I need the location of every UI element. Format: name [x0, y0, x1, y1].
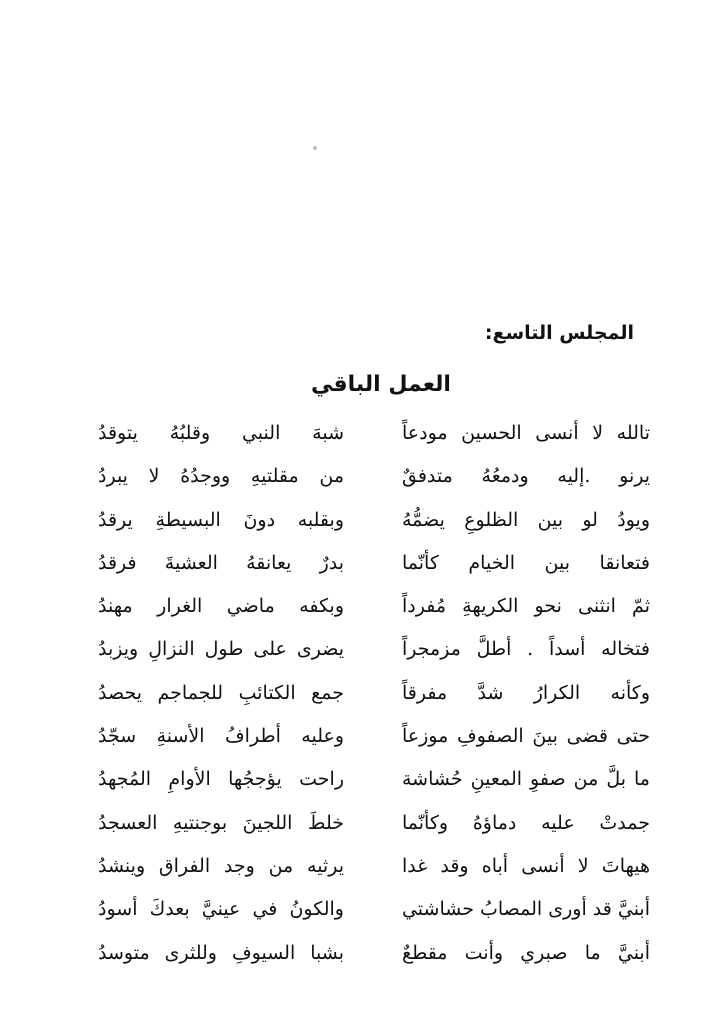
verse-line — [0, 762, 722, 805]
poem-title: العمل الباقي — [311, 372, 451, 397]
verse-line — [0, 416, 722, 459]
verse-second-hemistich: وبقلبه دونَ البسيطةِ يرقدُ — [98, 508, 344, 531]
verse-first-hemistich: أبنيَّ قد أورى المصابُ حشاشتي — [401, 898, 650, 921]
verse-first-hemistich: فتعانقا بين الخيام كأنّما — [402, 551, 650, 574]
verse-line — [0, 719, 722, 762]
verse-second-hemistich: وعليه أطرافُ الأسنةِ سجّدُ — [98, 725, 344, 748]
verse-line — [0, 892, 722, 935]
verse-first-hemistich: يرنو .إليه ودمعُهُ متدفقٌ — [402, 465, 650, 488]
verse-first-hemistich: فتخاله أسداً . أطلَّ مزمجراً — [402, 638, 650, 661]
poem-verses — [0, 416, 722, 979]
verse-second-hemistich: وبكفه ماضي الغرار مهندُ — [98, 595, 344, 618]
verse-second-hemistich: يرثيه من وجد الفراق وينشدُ — [98, 854, 344, 877]
verse-line — [0, 849, 722, 892]
verse-first-hemistich: ويودُ لو بين الظلوعِ يضمُّهُ — [402, 508, 650, 531]
verse-first-hemistich: حتى قضى بينَ الصفوفِ موزعاً — [402, 725, 650, 748]
verse-second-hemistich: جمع الكتائبِ للجماجم يحصدُ — [98, 681, 344, 704]
verse-line — [0, 459, 722, 502]
verse-line — [0, 546, 722, 589]
verse-second-hemistich: شبهَ النبي وقلبُهُ يتوقدُ — [98, 422, 344, 444]
verse-second-hemistich: بدرٌ يعانقهُ العشيةَ فرقدُ — [98, 551, 344, 574]
verse-first-hemistich: تالله لا أنسى الحسين مودعاً — [402, 422, 650, 444]
verse-line — [0, 589, 722, 632]
verse-first-hemistich: أبنيَّ ما صبري وأنت مقطعٌ — [402, 941, 650, 964]
verse-first-hemistich: هيهاتَ لا أنسى أباه وقد غدا — [402, 854, 650, 877]
verse-first-hemistich: وكأنه الكرارُ شدَّ مفرقاً — [402, 681, 650, 704]
section-heading: المجلس التاسع: — [484, 322, 634, 344]
verse-second-hemistich: بشبا السيوفِ وللثرى متوسدُ — [98, 941, 344, 964]
verse-first-hemistich: ما بلَّ من صفوِ المعينِ حُشاشة — [402, 768, 650, 791]
verse-line — [0, 936, 722, 979]
verse-line — [0, 632, 722, 675]
verse-second-hemistich: من مقلتيهِ ووجدُهُ لا يبردُ — [98, 465, 344, 488]
verse-first-hemistich: ثمّ انثنى نحو الكريهةِ مُفرداً — [402, 595, 650, 618]
verse-line — [0, 676, 722, 719]
verse-second-hemistich: يضرى على طول النزالِ ويزبدُ — [98, 638, 344, 661]
verse-second-hemistich: راحت يؤججُها الأوامِ المُجهدُ — [98, 768, 344, 791]
verse-first-hemistich: جمدتْ عليه دماؤهُ وكأنّما — [402, 811, 650, 834]
verse-second-hemistich: خلطَ اللجينَ بوجنتيهِ العسجدُ — [98, 811, 344, 834]
verse-line — [0, 806, 722, 849]
ink-speck — [313, 146, 317, 150]
verse-line — [0, 503, 722, 546]
verse-second-hemistich: والكونُ في عينيَّ بعدكَ أسودُ — [98, 898, 344, 921]
